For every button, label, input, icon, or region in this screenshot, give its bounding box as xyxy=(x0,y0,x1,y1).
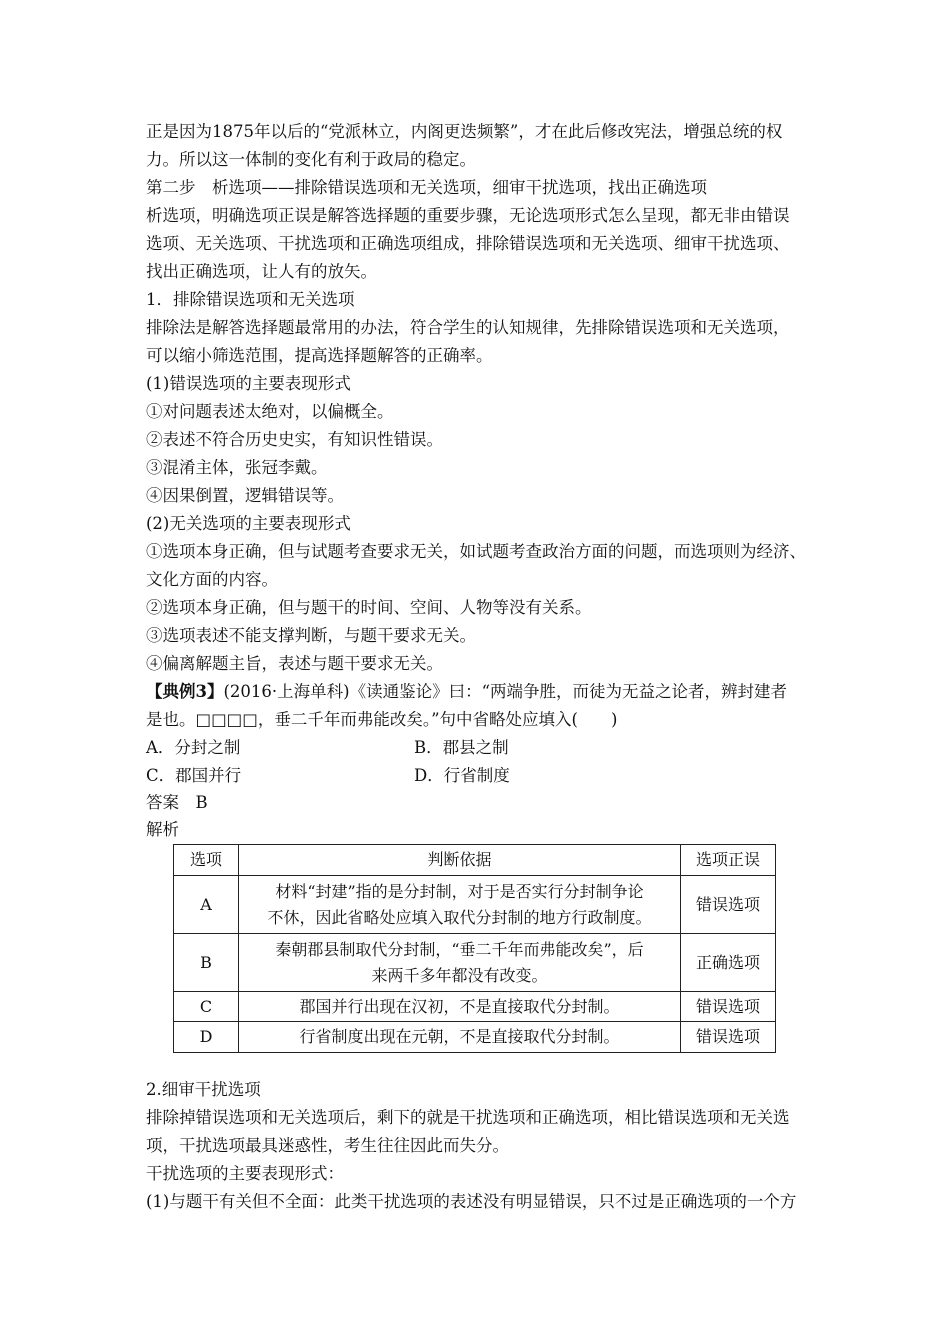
example-question-line: 是也。□□□□，垂二千年而弗能改矣。”句中省略处应填入( ) xyxy=(146,710,618,729)
table-cell-verdict: 正确选项 xyxy=(681,934,776,992)
example-tag: 【典例3】 xyxy=(146,682,224,701)
paragraph-line: 排除法是解答选择题最常用的办法，符合学生的认知规律，先排除错误选项和无关选项， xyxy=(146,318,790,337)
list-item: ②选项本身正确，但与题干的时间、空间、人物等没有关系。 xyxy=(146,598,592,617)
option-b: B．郡县之制 xyxy=(414,738,509,757)
list-item: ③混淆主体，张冠李戴。 xyxy=(146,458,328,477)
table-cell-basis: 行省制度出现在元朝，不是直接取代分封制。 xyxy=(239,1022,681,1053)
paragraph-line: 项，干扰选项最具迷惑性，考生往往因此而失分。 xyxy=(146,1136,509,1155)
basis-line: 来两千多年都没有改变。 xyxy=(371,965,548,985)
paragraph-line: 排除掉错误选项和无关选项后，剩下的就是干扰选项和正确选项，相比错误选项和无关选 xyxy=(146,1108,790,1127)
option-row xyxy=(146,765,510,787)
paragraph-line: 正是因为1875年以后的“党派林立，内阁更迭频繁”，才在此后修改宪法，增强总统的权 xyxy=(146,122,783,141)
analysis-table xyxy=(173,844,776,1053)
list-item: ④因果倒置，逻辑错误等。 xyxy=(146,486,344,505)
table-cell-verdict: 错误选项 xyxy=(681,1022,776,1053)
table-cell-option: A xyxy=(174,876,239,934)
answer-line: 答案 B xyxy=(146,793,208,812)
list-item: 文化方面的内容。 xyxy=(146,570,278,589)
list-item: ①对问题表述太绝对，以偏概全。 xyxy=(146,402,394,421)
basis-line: 材料“封建”指的是分封制，对于是否实行分封制争论 xyxy=(275,881,644,901)
table-cell-basis xyxy=(239,934,681,992)
list-item: ①选项本身正确，但与试题考查要求无关，如试题考查政治方面的问题，而选项则为经济、 xyxy=(146,542,806,561)
list-item: ④偏离解题主旨，表述与题干要求无关。 xyxy=(146,654,443,673)
table-cell-option: C xyxy=(174,992,239,1022)
option-c: C．郡国并行 xyxy=(146,766,242,785)
table-cell-verdict: 错误选项 xyxy=(681,876,776,934)
table-cell-verdict: 错误选项 xyxy=(681,992,776,1022)
table-row xyxy=(174,876,776,934)
paragraph-line: 找出正确选项，让人有的放矢。 xyxy=(146,262,377,281)
paragraph-line: 力。所以这一体制的变化有利于政局的稳定。 xyxy=(146,150,476,169)
table-header: 选项正误 xyxy=(681,845,776,876)
basis-line: 不休，因此省略处应填入取代分封制的地方行政制度。 xyxy=(267,907,652,927)
table-row xyxy=(174,1022,776,1053)
table-cell-option: B xyxy=(174,934,239,992)
paragraph-line: 干扰选项的主要表现形式： xyxy=(146,1164,344,1183)
basis-line: 秦朝郡县制取代分封制，“垂二千年而弗能改矣”，后 xyxy=(275,939,644,959)
list-item: ②表述不符合历史史实，有知识性错误。 xyxy=(146,430,443,449)
paragraph-line: (1)与题干有关但不全面：此类干扰选项的表述没有明显错误，只不过是正确选项的一个方 xyxy=(146,1192,797,1211)
option-d: D．行省制度 xyxy=(414,766,510,785)
option-a: A．分封之制 xyxy=(146,738,241,757)
paragraph-line: 选项、无关选项、干扰选项和正确选项组成，排除错误选项和无关选项、细审干扰选项、 xyxy=(146,234,790,253)
table-cell-option: D xyxy=(174,1022,239,1053)
table-row xyxy=(174,992,776,1022)
paragraph-line: 析选项，明确选项正误是解答选择题的重要步骤，无论选项形式怎么呈现，都无非由错误 xyxy=(146,206,790,225)
step-heading: 第二步 析选项——排除错误选项和无关选项，细审干扰选项，找出正确选项 xyxy=(146,178,707,197)
list-item: ③选项表述不能支撑判断，与题干要求无关。 xyxy=(146,626,476,645)
example-question-line xyxy=(146,681,787,703)
table-header: 选项 xyxy=(174,845,239,876)
analysis-label: 解析 xyxy=(146,820,179,839)
paragraph-line: 可以缩小筛选范围，提高选择题解答的正确率。 xyxy=(146,346,493,365)
table-cell-basis xyxy=(239,876,681,934)
subsection-heading: (1)错误选项的主要表现形式 xyxy=(146,374,351,393)
table-cell-basis: 郡国并行出现在汉初，不是直接取代分封制。 xyxy=(239,992,681,1022)
table-header-row xyxy=(174,845,776,876)
example-stem: (2016·上海单科)《读通鉴论》曰：“两端争胜，而徒为无益之论者，辨封建者 xyxy=(223,682,788,701)
subsection-heading: (2)无关选项的主要表现形式 xyxy=(146,514,351,533)
section-heading: 2.细审干扰选项 xyxy=(146,1080,261,1099)
section-heading: 1．排除错误选项和无关选项 xyxy=(146,290,355,309)
table-row xyxy=(174,934,776,992)
option-row xyxy=(146,737,509,759)
table-header: 判断依据 xyxy=(239,845,681,876)
